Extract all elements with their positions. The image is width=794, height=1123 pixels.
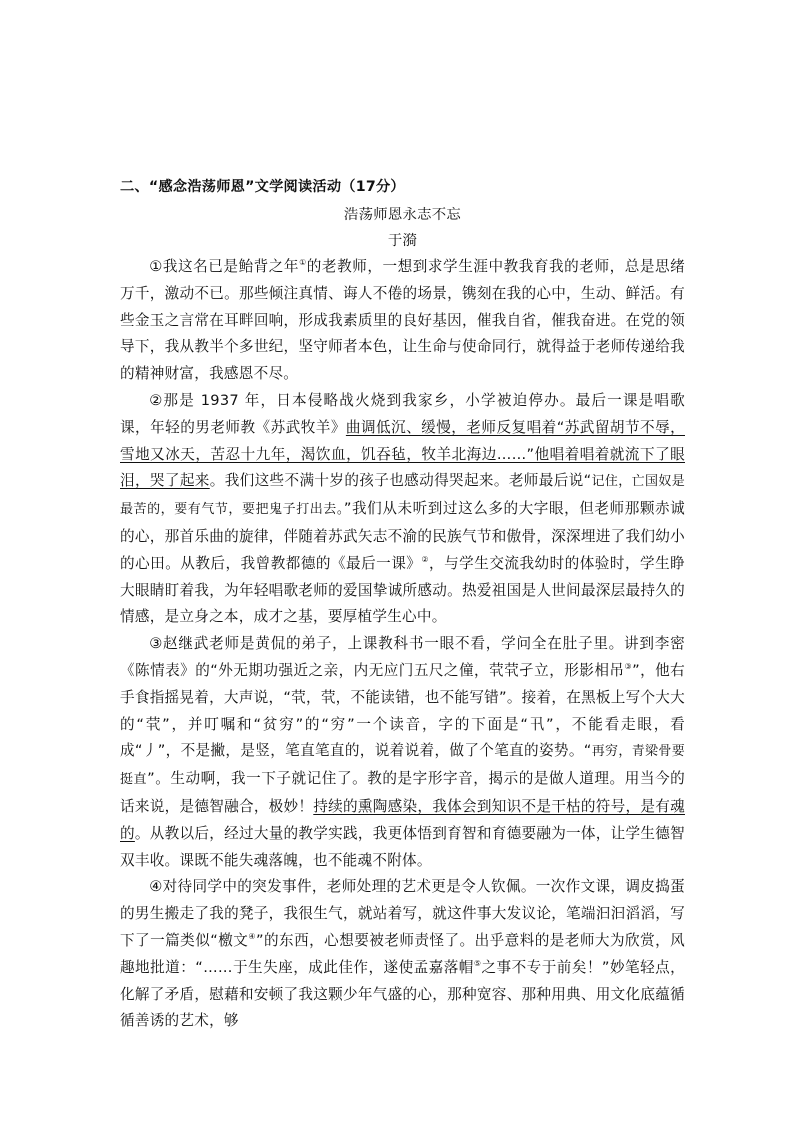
- p3-text-d: 。从教以后，经过大量的教学实践，我更体悟到育智和育德要融为一体，让学生德智双丰收。课既不能失魂落魄，也不能魂不附体。: [120, 824, 685, 869]
- paragraph-3: [120, 631, 685, 874]
- footnote-mark-1: ①: [299, 258, 307, 267]
- p1-text-a: ①我这名已是鲐背之年: [149, 258, 300, 275]
- p3-quote: 再穷，青梁骨要挺直: [120, 744, 685, 788]
- p3-underlined-sentence: 持续的熏陶感染，我体会到知识不是干枯的符号，是有魂的: [120, 797, 685, 842]
- document-content: [120, 176, 685, 1035]
- p2-text-d: ，与学生交流我幼时的体验时，学生睁大眼睛盯着我，为年轻唱歌老师的爱国挚诚所感动。热爱祖国是人世间最深层最持久的情感，是立身之本，成才之基，要厚植学生心中。: [120, 554, 685, 626]
- p4-text-b: ”的东西，心想要被老师责怪了。出乎意料的是老师大为欣赏，风趣地批道：“……于生失座，成此佳作，遂使孟嘉落帽: [120, 931, 685, 976]
- section-heading: 二、“感念浩荡师恩”文学阅读活动（17分）: [120, 179, 405, 195]
- p4-text-a: ④对待同学中的突发事件，老师处理的艺术更是令人钦佩。一次作文课，调皮捣蛋的男生搬走了我的凳子，我很生气，就站着写，就这件事大发议论，笔端汩汩滔滔，写下了一篇类似“檄文: [120, 878, 685, 949]
- footnote-mark-2: ②: [421, 554, 430, 564]
- p4-text-c: 之事不专于前矣！”妙笔轻点，化解了矛盾，慰藉和安顿了我这颗少年气盛的心，那种宽容、那种用典、用文化底蕴循循善诱的艺术，够: [120, 958, 686, 1030]
- p2-text-b: 。我们这些不满十岁的孩子也感动得哭起来。老师最后说“: [209, 472, 592, 490]
- paragraph-2: [120, 388, 685, 631]
- article-title: 浩荡师恩永志不忘: [343, 207, 462, 223]
- article-author: 于漪: [387, 233, 418, 249]
- footnote-mark-5: ⑤: [473, 958, 482, 968]
- p3-text-a: ③赵继武老师是黄侃的弟子，上课教科书一眼不看，学问全在肚子里。讲到李密《陈情表》的“外无期功强近之亲，内无应门五尺之僮，茕茕孑立，形影相吊: [120, 635, 685, 679]
- p2-quote: 记住，亡国奴是最苦的，要有气节，要把鬼子打出去。: [120, 474, 685, 518]
- paragraph-4: [120, 874, 685, 1035]
- paragraph-1: [120, 254, 685, 388]
- footnote-mark-4: ④: [248, 931, 256, 941]
- p3-text-b: ”，他右手食指摇晃着，大声说，“茕，茕，不能读错，也不能写错”。接着，在黑板上写个大大的“茕”，并叮嘱和“贫穷”的“穷”一个读音，字的下面是“卂”，不能看走眼，看成“丿”，不是撇，是竖，笔直笔直的，说着说着，做了个笔直的姿势。“: [120, 661, 686, 760]
- p2-text-c: ”我们从未听到过这么多的大字眼，但老师那颗赤诚的心，那首乐曲的旋律，伴随着苏武矢志不渝的民族气节和傲骨，深深埋进了我们幼小的心田。从教后，我曾教都德的《最后一课》: [120, 500, 685, 572]
- p3-text-c: ”。生动啊，我一下子就记住了。教的是字形字音，揭示的是做人道理。用当今的话来说，是德智融合，极妙！: [120, 770, 685, 815]
- p2-text-a: ②那是 1937 年，日本侵略战火烧到我家乡，小学被迫停办。最后一课是唱歌课，年轻的男老师教《苏武牧羊》: [120, 391, 685, 436]
- p1-text-b: 的老教师，一想到求学生涯中教我育我的老师，总是思绪万千，激动不已。那些倾注真情、诲人不倦的场景，镌刻在我的心中，生动、鲜活。有些金玉之言常在耳畔回响，形成我素质里的良好基因，催我自省，催我奋进。在党的领导下，我从教半个多世纪，坚守师者本色，让生命与使命同行，就得益于老师传递给我的精神财富，我感恩不尽。: [120, 258, 685, 383]
- p2-underlined-sentence: 曲调低沉、缓慢，老师反复唱着“苏武留胡节不辱，雪地又冰天，苦忍十九年，渴饮血，饥吞毡，牧羊北海边……”他唱着唱着就流下了眼泪，哭了起来: [120, 418, 685, 490]
- footnote-mark-3: ③: [624, 661, 633, 671]
